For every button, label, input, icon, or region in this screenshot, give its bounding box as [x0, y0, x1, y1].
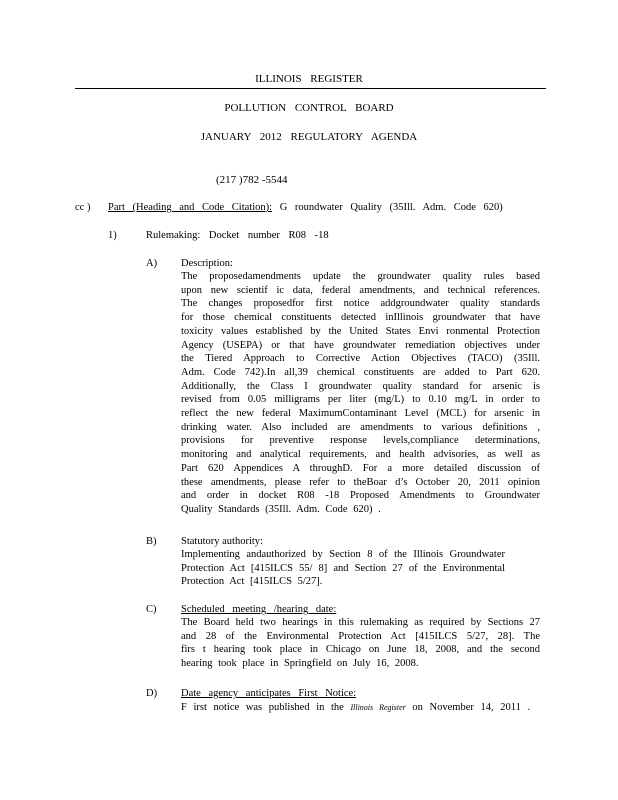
text-line: these amendments, please refer to theBoar d’s October 20, 2011 opinion	[181, 476, 540, 488]
text-line: and 28 of the Environmental Protection Act [415ILCS 5/27, 28]. The	[181, 630, 540, 642]
section-b-marker: B)	[146, 536, 157, 547]
part-label: Part (Heading and Code Citation):	[108, 202, 273, 213]
section-a-heading: Description:	[181, 258, 233, 269]
text-line: Protection Act [415ILCS 5/27].	[181, 576, 323, 588]
text-line: revised from 0.05 milligrams per liter (mg/L) to 0.10 mg/L in order to	[181, 394, 540, 406]
text-line: Adm. Code 742).In all,39 chemical constituents are added to Part 620.	[181, 366, 540, 378]
phone-number: (217 )782 -5544	[216, 174, 288, 186]
part-text: G roundwater Quality (35Ill. Adm. Code 620)	[272, 202, 503, 213]
text-line: Agency (USEPA) or that have groundwater remediation objectives under	[181, 339, 540, 351]
section-c-heading: Scheduled meeting /hearing date:	[181, 604, 337, 615]
text-line: hearing took place in Springfield on July 16, 2008.	[181, 658, 419, 670]
text-line: Implementing andauthorized by Section 8 of the Illinois Groundwater	[181, 549, 505, 560]
text-line: Additionally, the Class I groundwater quality standard for arsenic is	[181, 380, 540, 392]
section-d-notice	[181, 701, 530, 715]
notice-text-after: on November 14, 2011 .	[405, 702, 531, 713]
section-a-marker: A)	[146, 258, 158, 269]
text-line: the Tiered Approach to Corrective Action Objectives (TACO) (35Ill.	[181, 353, 540, 365]
illinois-register-italic: Illinois Register	[350, 703, 406, 712]
text-line: provisions for preventive response levels,compliance determinations,	[181, 435, 540, 447]
agenda-title: JANUARY 2012 REGULATORY AGENDA	[200, 131, 418, 143]
text-line: firs t hearing took place in Chicago on June 18, 2008, and the second	[181, 644, 540, 656]
section-b-authority	[181, 548, 505, 589]
section-b-heading: Statutory authority:	[181, 536, 263, 547]
section-c-hearings	[181, 616, 540, 671]
text-line: The Board held two hearings in this rulemaking as required by Sections 27	[181, 617, 540, 628]
text-line: Protection Act [415ILCS 55/ 8] and Section 27 of the Environmental	[181, 562, 505, 574]
text-line: Quality Standards (35Ill. Adm. Code 620) .	[181, 503, 381, 515]
text-line: upon new scientif ic data, federal amendments, and technical references.	[181, 284, 540, 296]
text-line: and order in docket R08 -18 Proposed Amendments to Groundwater	[181, 490, 540, 502]
section-d-marker: D)	[146, 688, 158, 699]
board-title: POLLUTION CONTROL BOARD	[224, 102, 394, 114]
text-line: The changes proposedfor first notice addgroundwater quality standards	[181, 298, 540, 310]
part-marker: cc )	[75, 202, 91, 213]
section-c-marker: C)	[146, 604, 157, 615]
rulemaking-docket: Rulemaking: Docket number R08 -18	[146, 230, 329, 241]
section-a-description	[181, 270, 540, 517]
section-d-heading: Date agency anticipates First Notice:	[181, 688, 357, 699]
text-line: reflect the new federal MaximumContaminant Level (MCL) for arsenic in	[181, 408, 540, 420]
text-line: toxicity values established by the United States Envi ronmental Protection	[181, 325, 540, 337]
text-line: Part 620 Appendices A throughD. For a more detailed discussion of	[181, 462, 540, 474]
header-rule	[75, 88, 546, 89]
notice-text-before: F irst notice was published in the	[181, 702, 351, 713]
rulemaking-marker: 1)	[108, 230, 117, 241]
text-line: drinking water. Also included are amendments to various definitions ,	[181, 421, 540, 433]
text-line: for those chemical constituents detected inIllinois groundwater that have	[181, 312, 540, 324]
text-line: monitoring and analytical requirements, and health advisories, as well as	[181, 449, 540, 461]
register-title: ILLINOIS REGISTER	[255, 73, 363, 85]
part-heading	[108, 201, 503, 215]
text-line: The proposedamendments update the groundwater quality rules based	[181, 271, 540, 282]
